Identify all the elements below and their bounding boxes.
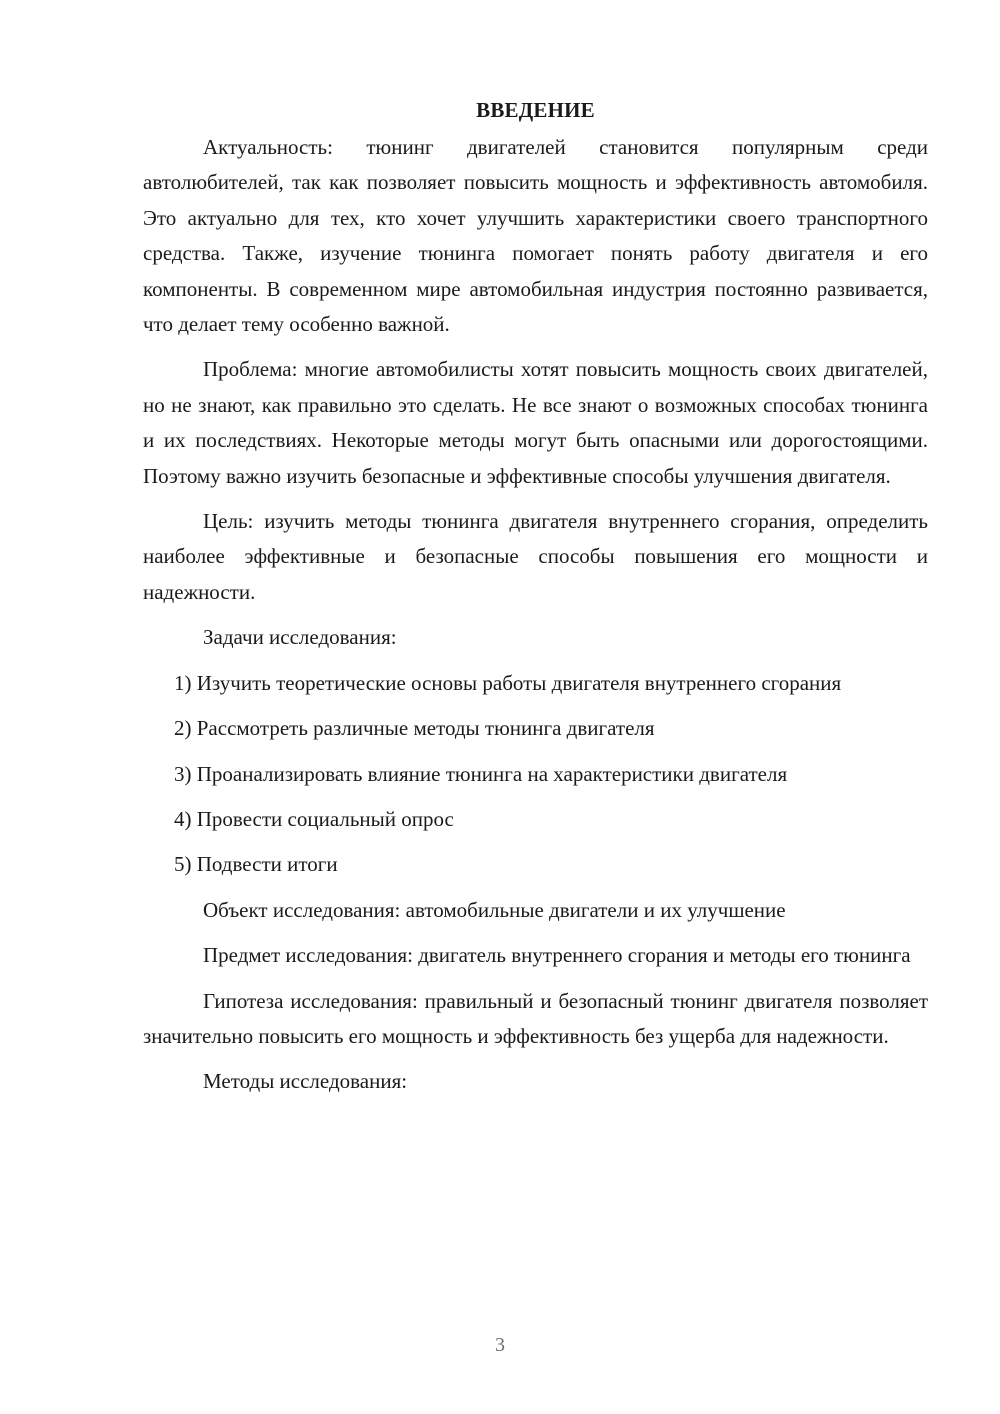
problem-paragraph: Проблема: многие автомобилисты хотят повысить мощность своих двигателей, но не знают, как правильно это сделать. Не все знают о возможных способах тюнинга и их последствиях. Некоторые методы могут быть опасными или дорогостоящими. Поэтому важно изучить безопасные и эффективные способы улучшения двигателя. bbox=[143, 357, 928, 488]
document-page bbox=[143, 92, 928, 1110]
tasks-title: Задачи исследования: bbox=[203, 625, 397, 650]
object-paragraph: Объект исследования: автомобильные двигатели и их улучшение bbox=[203, 897, 786, 922]
task-item: 1) Изучить теоретические основы работы двигателя внутреннего сгорания bbox=[174, 670, 842, 695]
relevance-paragraph: Актуальность: тюнинг двигателей становится популярным среди автолюбителей, так как позволяет повысить мощность и эффективность автомобиля. Это актуально для тех, кто хочет улучшить характеристики своего транспортного средства. Также, изучение тюнинга помогает понять работу двигателя и его компоненты. В современном мире автомобильная индустрия постоянно развивается, что делает тему особенно важной. bbox=[143, 135, 928, 337]
task-item: 2) Рассмотреть различные методы тюнинга двигателя bbox=[174, 716, 655, 741]
section-heading: ВВЕДЕНИЕ bbox=[476, 98, 595, 122]
page-number: 3 bbox=[495, 1334, 505, 1356]
goal-paragraph: Цель: изучить методы тюнинга двигателя внутреннего сгорания, определить наиболее эффективные и безопасные способы повышения его мощности и надежности. bbox=[143, 509, 928, 604]
subject-paragraph: Предмет исследования: двигатель внутреннего сгорания и методы его тюнинга bbox=[203, 943, 911, 968]
hypothesis-paragraph: Гипотеза исследования: правильный и безопасный тюнинг двигателя позволяет значительно повысить его мощность и эффективность без ущерба для надежности. bbox=[143, 988, 928, 1048]
methods-title: Методы исследования: bbox=[203, 1069, 408, 1094]
task-item: 3) Проанализировать влияние тюнинга на характеристики двигателя bbox=[174, 761, 788, 786]
task-item: 5) Подвести итоги bbox=[174, 852, 338, 877]
task-item: 4) Провести социальный опрос bbox=[174, 806, 454, 831]
